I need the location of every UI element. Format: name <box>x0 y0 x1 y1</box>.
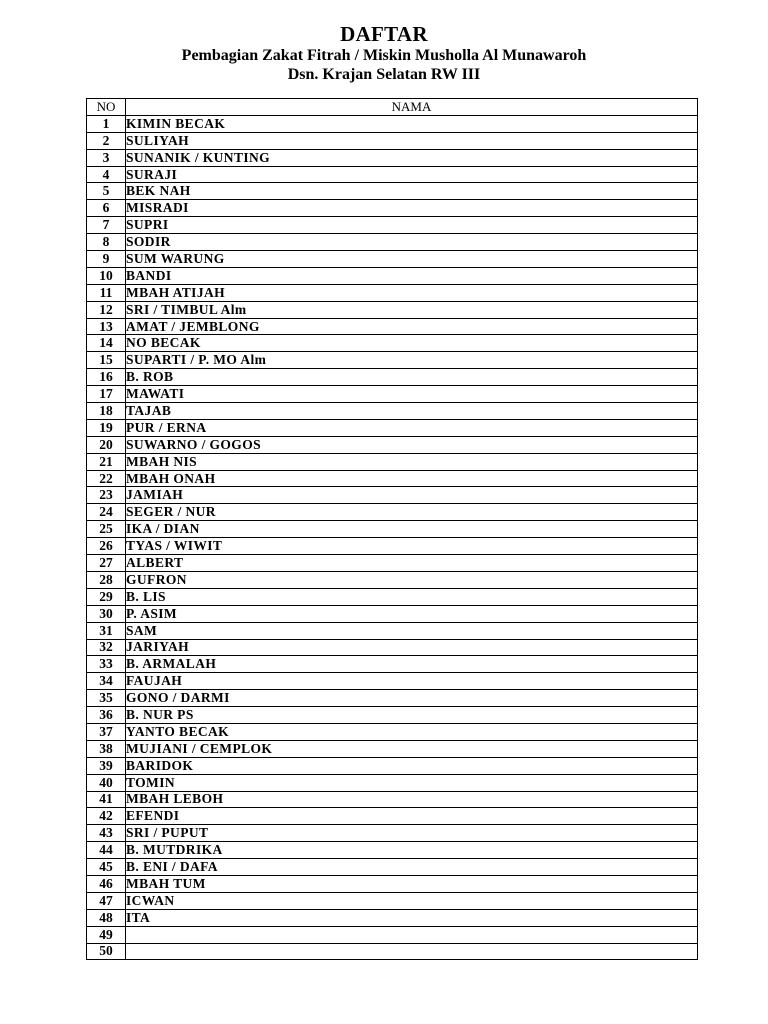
row-name: P. ASIM <box>126 605 698 622</box>
row-name: B. ROB <box>126 369 698 386</box>
row-number: 2 <box>87 132 126 149</box>
row-name: PUR / ERNA <box>126 419 698 436</box>
table-row <box>87 200 698 217</box>
row-name: JARIYAH <box>126 639 698 656</box>
document-subtitle: Pembagian Zakat Fitrah / Miskin Musholla Al Munawaroh <box>181 47 587 64</box>
row-name: SUPARTI / P. MO Alm <box>126 352 698 369</box>
row-name: SODIR <box>126 234 698 251</box>
table-row <box>87 842 698 859</box>
table-row <box>87 487 698 504</box>
row-number: 43 <box>87 825 126 842</box>
row-name: MAWATI <box>126 386 698 403</box>
row-number: 30 <box>87 605 126 622</box>
table-row <box>87 132 698 149</box>
row-name: GUFRON <box>126 571 698 588</box>
row-name: MBAH LEBOH <box>126 791 698 808</box>
table-row <box>87 284 698 301</box>
row-number: 46 <box>87 875 126 892</box>
column-header-nama: NAMA <box>126 99 698 116</box>
table-row <box>87 605 698 622</box>
row-number: 25 <box>87 521 126 538</box>
row-number: 31 <box>87 622 126 639</box>
row-name: TAJAB <box>126 403 698 420</box>
table-row <box>87 825 698 842</box>
row-number: 21 <box>87 453 126 470</box>
row-number: 4 <box>87 166 126 183</box>
row-number: 6 <box>87 200 126 217</box>
row-name: IKA / DIAN <box>126 521 698 538</box>
row-name: MBAH ATIJAH <box>126 284 698 301</box>
row-number: 16 <box>87 369 126 386</box>
table-row <box>87 555 698 572</box>
table-row <box>87 403 698 420</box>
row-name: EFENDI <box>126 808 698 825</box>
row-number: 20 <box>87 436 126 453</box>
row-name <box>126 943 698 960</box>
table-row <box>87 369 698 386</box>
row-name: KIMIN BECAK <box>126 115 698 132</box>
table-row <box>87 419 698 436</box>
table-row <box>87 622 698 639</box>
table-row <box>87 808 698 825</box>
row-name: B. ENI / DAFA <box>126 859 698 876</box>
row-name: B. MUTDRIKA <box>126 842 698 859</box>
row-name: B. NUR PS <box>126 707 698 724</box>
row-name: MBAH TUM <box>126 875 698 892</box>
row-number: 38 <box>87 740 126 757</box>
row-name: GONO / DARMI <box>126 690 698 707</box>
row-name: TOMIN <box>126 774 698 791</box>
table-row <box>87 791 698 808</box>
row-number: 47 <box>87 892 126 909</box>
row-name: B. ARMALAH <box>126 656 698 673</box>
row-name: MBAH ONAH <box>126 470 698 487</box>
table-row <box>87 690 698 707</box>
table-row <box>87 859 698 876</box>
row-name: SEGER / NUR <box>126 504 698 521</box>
row-name: JAMIAH <box>126 487 698 504</box>
row-number: 35 <box>87 690 126 707</box>
row-name: MISRADI <box>126 200 698 217</box>
row-name: MBAH NIS <box>126 453 698 470</box>
row-name: ALBERT <box>126 555 698 572</box>
table-row <box>87 470 698 487</box>
row-name: BANDI <box>126 267 698 284</box>
table-row <box>87 707 698 724</box>
row-number: 5 <box>87 183 126 200</box>
table-row <box>87 909 698 926</box>
table-row <box>87 723 698 740</box>
row-name: SURAJI <box>126 166 698 183</box>
table-header-row <box>87 99 698 116</box>
row-number: 17 <box>87 386 126 403</box>
table-row <box>87 656 698 673</box>
table-row <box>87 943 698 960</box>
document-header <box>0 22 768 84</box>
row-name: SUM WARUNG <box>126 251 698 268</box>
column-header-no: NO <box>87 99 126 116</box>
row-number: 15 <box>87 352 126 369</box>
row-number: 37 <box>87 723 126 740</box>
row-name: FAUJAH <box>126 673 698 690</box>
row-number: 39 <box>87 757 126 774</box>
row-name: TYAS / WIWIT <box>126 538 698 555</box>
row-name: MUJIANI / CEMPLOK <box>126 740 698 757</box>
row-number: 44 <box>87 842 126 859</box>
row-number: 13 <box>87 318 126 335</box>
row-name: SAM <box>126 622 698 639</box>
row-number: 45 <box>87 859 126 876</box>
row-number: 27 <box>87 555 126 572</box>
table-row <box>87 757 698 774</box>
row-number: 10 <box>87 267 126 284</box>
row-number: 28 <box>87 571 126 588</box>
row-name: SRI / PUPUT <box>126 825 698 842</box>
row-number: 42 <box>87 808 126 825</box>
table-row <box>87 521 698 538</box>
table-body <box>87 115 698 960</box>
row-number: 12 <box>87 301 126 318</box>
table-row <box>87 115 698 132</box>
table-row <box>87 301 698 318</box>
row-name: ITA <box>126 909 698 926</box>
row-number: 50 <box>87 943 126 960</box>
table-row <box>87 267 698 284</box>
row-number: 32 <box>87 639 126 656</box>
row-name: B. LIS <box>126 588 698 605</box>
row-number: 33 <box>87 656 126 673</box>
table-row <box>87 318 698 335</box>
table-row <box>87 571 698 588</box>
row-number: 18 <box>87 403 126 420</box>
row-number: 7 <box>87 217 126 234</box>
table-row <box>87 149 698 166</box>
row-name: SUNANIK / KUNTING <box>126 149 698 166</box>
table-row <box>87 639 698 656</box>
row-number: 26 <box>87 538 126 555</box>
row-name: SUPRI <box>126 217 698 234</box>
row-name: AMAT / JEMBLONG <box>126 318 698 335</box>
row-number: 14 <box>87 335 126 352</box>
table-row <box>87 740 698 757</box>
table-row <box>87 926 698 943</box>
table-row <box>87 588 698 605</box>
table-row <box>87 166 698 183</box>
table-row <box>87 335 698 352</box>
row-number: 41 <box>87 791 126 808</box>
row-number: 36 <box>87 707 126 724</box>
table-row <box>87 436 698 453</box>
row-number: 23 <box>87 487 126 504</box>
row-number: 34 <box>87 673 126 690</box>
table-row <box>87 352 698 369</box>
row-number: 29 <box>87 588 126 605</box>
row-number: 24 <box>87 504 126 521</box>
row-number: 11 <box>87 284 126 301</box>
table-row <box>87 386 698 403</box>
table-row <box>87 774 698 791</box>
table-row <box>87 217 698 234</box>
document-location: Dsn. Krajan Selatan RW III <box>287 66 481 83</box>
row-name: SULIYAH <box>126 132 698 149</box>
row-name <box>126 926 698 943</box>
row-name: BEK NAH <box>126 183 698 200</box>
row-name: SUWARNO / GOGOS <box>126 436 698 453</box>
table-row <box>87 453 698 470</box>
table-row <box>87 875 698 892</box>
row-name: ICWAN <box>126 892 698 909</box>
row-number: 1 <box>87 115 126 132</box>
row-number: 3 <box>87 149 126 166</box>
document-title: DAFTAR <box>340 22 428 46</box>
recipient-table <box>86 98 698 960</box>
table-row <box>87 892 698 909</box>
row-name: BARIDOK <box>126 757 698 774</box>
row-number: 48 <box>87 909 126 926</box>
table-row <box>87 234 698 251</box>
row-number: 49 <box>87 926 126 943</box>
row-number: 22 <box>87 470 126 487</box>
table-row <box>87 183 698 200</box>
table-row <box>87 504 698 521</box>
table-row <box>87 251 698 268</box>
row-number: 8 <box>87 234 126 251</box>
row-number: 19 <box>87 419 126 436</box>
row-name: SRI / TIMBUL Alm <box>126 301 698 318</box>
row-number: 9 <box>87 251 126 268</box>
row-number: 40 <box>87 774 126 791</box>
table-row <box>87 538 698 555</box>
row-name: YANTO BECAK <box>126 723 698 740</box>
table-row <box>87 673 698 690</box>
row-name: NO BECAK <box>126 335 698 352</box>
